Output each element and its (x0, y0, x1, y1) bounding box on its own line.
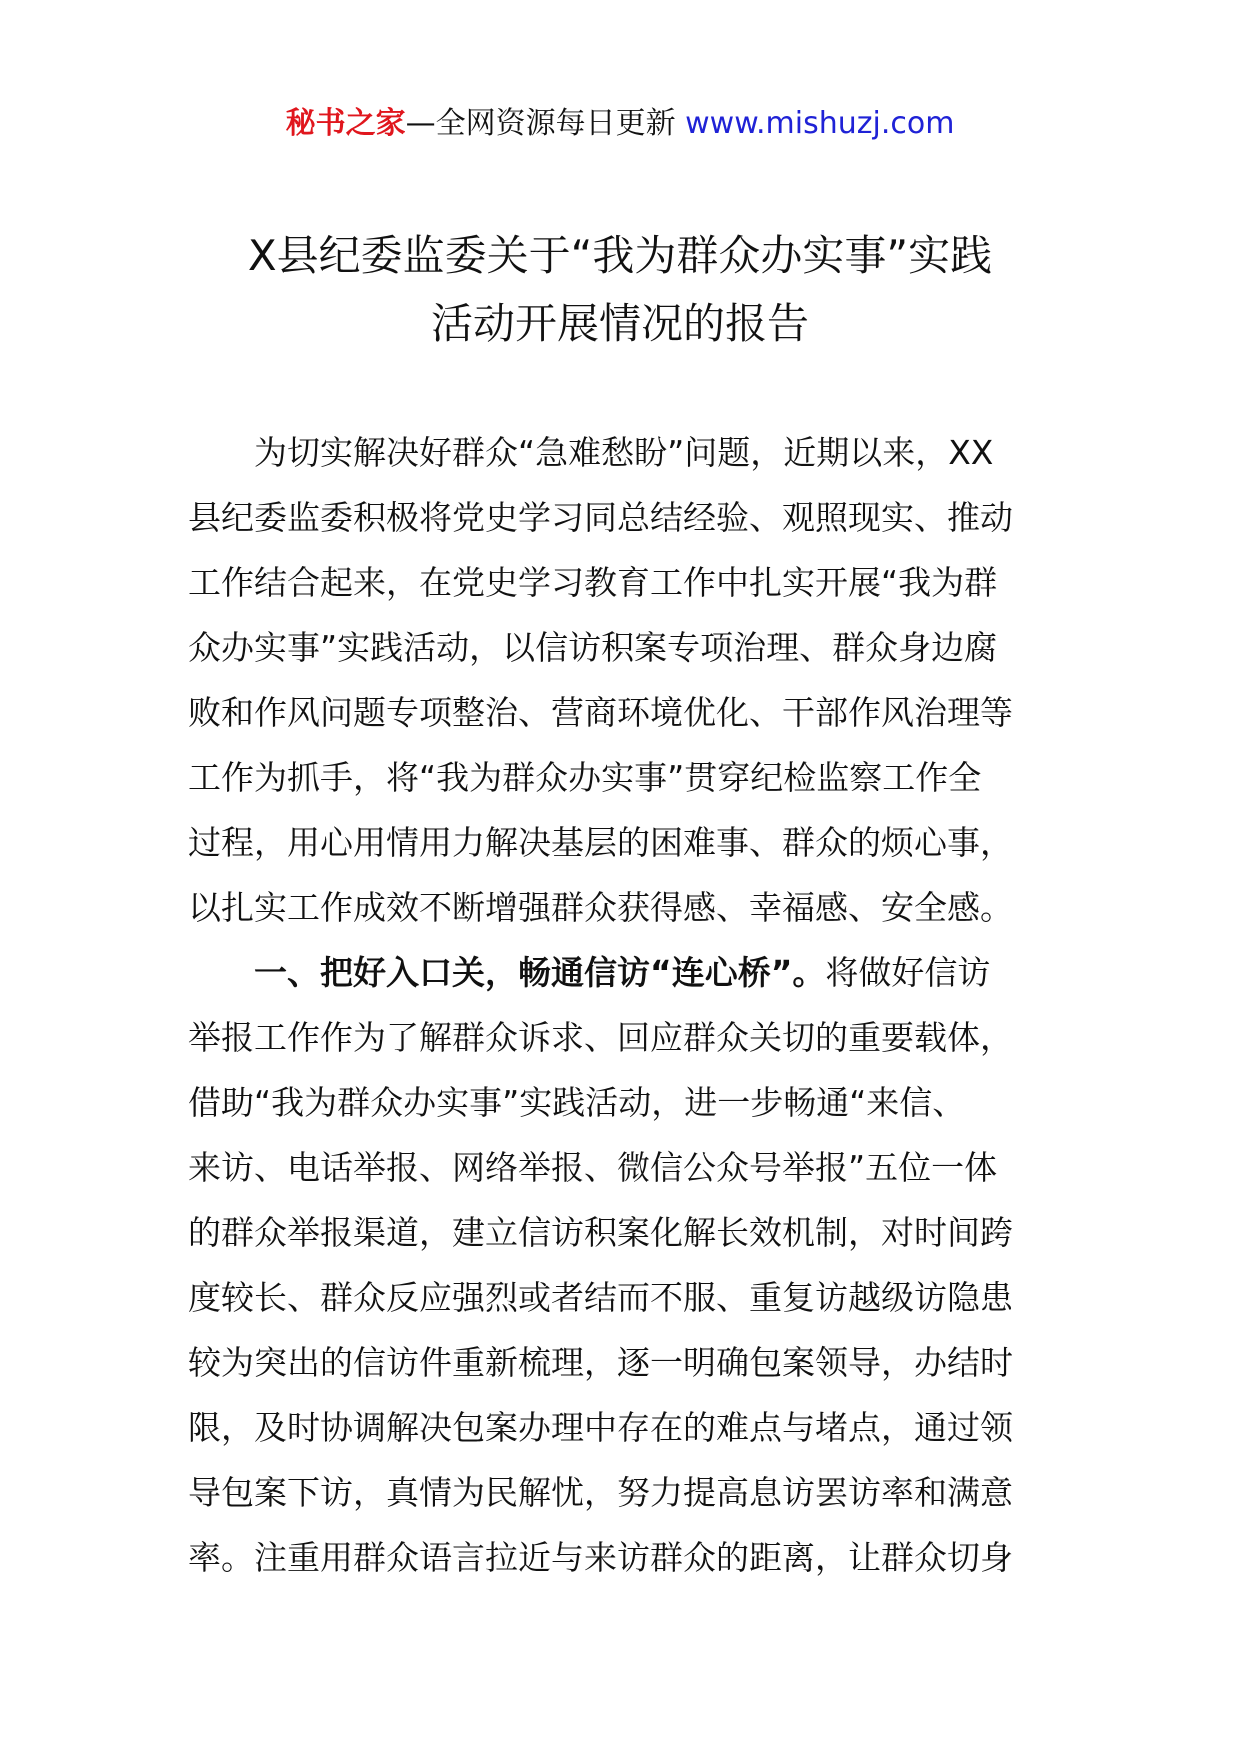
site-url-link[interactable]: www.mishuzj.com (685, 106, 955, 141)
paragraph-line: 举报工作作为了解群众诉求、回应群众关切的重要载体， (188, 1018, 1013, 1057)
paragraph-intro (188, 420, 1053, 940)
paragraph-line: 过程，用心用情用力解决基层的困难事、群众的烦心事， (188, 823, 1013, 862)
paragraph-line: 工作结合起来，在党史学习教育工作中扎实开展“我为群 (188, 563, 998, 602)
paragraph-line: 为切实解决好群众“急难愁盼”问题，近期以来，XX (254, 433, 994, 472)
title-line-2: 活动开展情况的报告 (430, 299, 809, 348)
paragraph-line: 败和作风问题专项整治、营商环境优化、干部作风治理等 (188, 693, 1013, 732)
site-header (0, 98, 1240, 150)
paragraph-line: 以扎实工作成效不断增强群众获得感、幸福感、安全感。 (188, 888, 1013, 927)
paragraph-line: 众办实事”实践活动，以信访积案专项治理、群众身边腐 (188, 628, 998, 667)
paragraph-line: 借助“我为群众办实事”实践活动，进一步畅通“来信、 (188, 1083, 966, 1122)
paragraph-line: 导包案下访，真情为民解忧，努力提高息访罢访率和满意 (188, 1473, 1013, 1512)
paragraph-line (188, 940, 1053, 1005)
paragraph-line: 工作为抓手，将“我为群众办实事”贯穿纪检监察工作全 (188, 758, 982, 797)
paragraph-section-1 (188, 940, 1053, 1590)
paragraph-line: 县纪委监委积极将党史学习同总结经验、观照现实、推动 (188, 498, 1013, 537)
paragraph-line: 率。注重用群众语言拉近与来访群众的距离，让群众切身 (188, 1538, 1013, 1577)
document-title (140, 222, 1100, 358)
section-heading-continuation: 将做好信访 (825, 953, 991, 992)
paragraph-line: 限，及时协调解决包案办理中存在的难点与堵点，通过领 (188, 1408, 1013, 1447)
site-brand: 秘书之家 (285, 106, 406, 141)
section-heading: 一、把好入口关，畅通信访“连心桥”。 (254, 953, 826, 992)
paragraph-line: 来访、电话举报、网络举报、微信公众号举报”五位一体 (188, 1148, 998, 1187)
paragraph-line: 度较长、群众反应强烈或者结而不服、重复访越级访隐患 (188, 1278, 1013, 1317)
site-tagline: —全网资源每日更新 (405, 106, 686, 141)
title-line-1: X县纪委监委关于“我为群众办实事”实践 (247, 231, 993, 280)
document-body (188, 420, 1053, 1590)
paragraph-line: 较为突出的信访件重新梳理，逐一明确包案领导，办结时 (188, 1343, 1013, 1382)
paragraph-line: 的群众举报渠道，建立信访积案化解长效机制，对时间跨 (188, 1213, 1013, 1252)
